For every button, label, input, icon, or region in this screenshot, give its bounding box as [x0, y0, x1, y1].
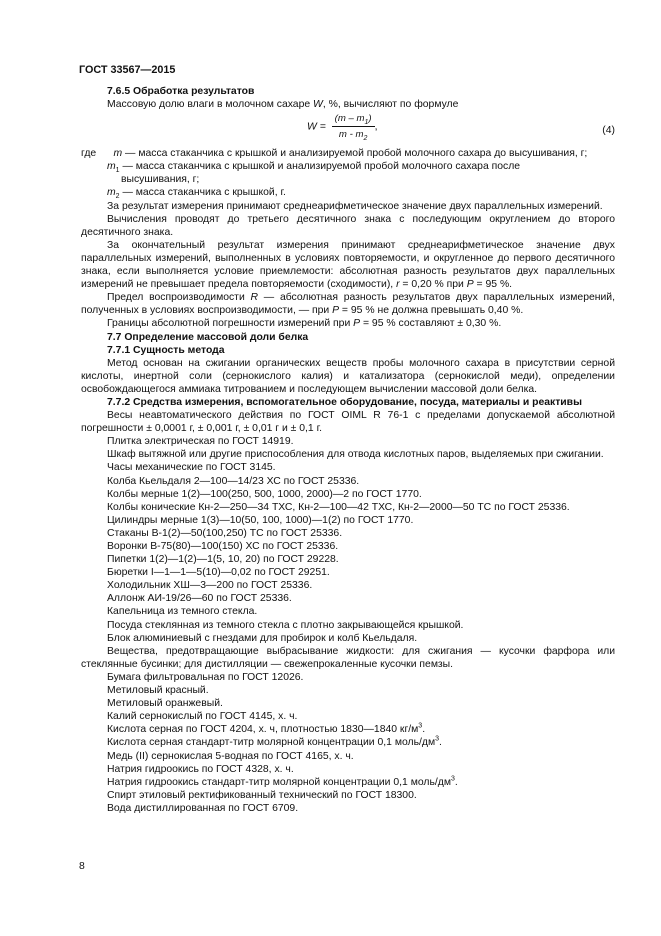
document-header: ГОСТ 33567—2015 — [79, 64, 176, 76]
paragraph-calculation: Вычисления проводят до третьего десятичного знака с последующим округлением до второго десятичного знака. — [81, 213, 615, 238]
list-item-naoh-standard: Натрия гидроокись стандарт-титр молярной концентрации 0,1 моль/$дм^3$. — [107, 775, 458, 788]
definition-m2: $m_2$ — масса стаканчика с крышкой, г. — [107, 187, 286, 201]
list-item: Метиловый оранжевый. — [107, 698, 223, 710]
list-item: Вода дистиллированная по ГОСТ 6709. — [107, 802, 299, 814]
list-item: Вещества, предотвращающие выбрасывание жидкости: для сжигания — кусочки фарфора или стеклянные бусинки; для дистилляции — свежепрокаленные кусочки пемзы. — [81, 645, 615, 670]
section-heading-7-7-1: 7.7.1 Сущность метода — [107, 344, 225, 356]
list-item: Цилиндры мерные 1(3)—10(50, 100, 1000)—1(2) по ГОСТ 1770. — [107, 514, 414, 526]
section-heading-7-6-5: 7.6.5 Обработка результатов — [107, 86, 255, 97]
formula-4 — [81, 111, 615, 147]
list-item: Стаканы В-1(2)—50(100,250) ТС по ГОСТ 25336. — [107, 527, 343, 539]
list-item: Бумага фильтровальная по ГОСТ 12026. — [107, 671, 304, 683]
list-item: Калий сернокислый по ГОСТ 4145, х. ч. — [107, 711, 298, 723]
definition-m: где m — масса стаканчика с крышкой и анализируемой пробой молочного сахара до высушивания, г; — [81, 148, 588, 160]
list-item: Весы неавтоматического действия по ГОСТ OIML R 76-1 с пределами допускаемой абсолютной погрешности ± 0,0001 г, ± 0,001 г, ± 0,01 г и ± 0,1 г. — [81, 410, 615, 435]
page-number: 8 — [79, 861, 85, 872]
paragraph-reproducibility: Предел воспроизводимости R — абсолютная разность результатов двух параллельных измерений, полученных в условиях воспроизводимости, — при P = 95 % не должна превышать 0,40 %. — [81, 292, 615, 317]
formula-expression: W = $\frac{(m - m_1)}{m - m_2}$ , — [307, 113, 378, 143]
paragraph-error-bounds: Границы абсолютной погрешности измерений при P = 95 % составляют ± 0,30 %. — [107, 318, 502, 330]
section-heading-7-7-2: 7.7.2 Средства измерения, вспомогательное оборудование, посуда, материалы и реактивы — [107, 396, 582, 408]
formula-number: (4) — [602, 125, 615, 137]
list-item: Плитка электрическая по ГОСТ 14919. — [107, 436, 294, 448]
paragraph-method: Метод основан на сжигании органических веществ пробы молочного сахара в присутствии серной кислоты, инертной соли (сернокислого калия) и катализатора (сернокислой меди), определении освобождающегося аммиака титрованием и последующем вычислении массовой доли белка. — [81, 357, 615, 395]
list-item: Посуда стеклянная из темного стекла с плотно закрывающейся крышкой. — [107, 619, 464, 631]
list-item: Пипетки 1(2)—1(2)—1(5, 10, 20) по ГОСТ 29228. — [107, 554, 339, 566]
formula-intro: Массовую долю влаги в молочном сахаре W, %, вычисляют по формуле — [107, 99, 459, 111]
definition-m1-cont: высушивания, г; — [121, 174, 200, 186]
list-item-sulfuric-acid-standard: Кислота серная стандарт-титр молярной концентрации 0,1 моль/$дм^3$. — [107, 735, 442, 749]
paragraph-result: За результат измерения принимают среднеарифметическое значение двух параллельных измерений. — [107, 200, 603, 212]
list-item: Колбы конические Кн-2—250—34 ТХС, Кн-2—100—42 ТХС, Кн-2—2000—50 ТС по ГОСТ 25336. — [107, 501, 570, 513]
list-item: Спирт этиловый ректификованный технический по ГОСТ 18300. — [107, 789, 417, 801]
list-item: Воронки В-75(80)—100(150) ХС по ГОСТ 25336. — [107, 541, 339, 552]
list-item: Аллонж АИ-19/26—60 по ГОСТ 25336. — [107, 593, 292, 605]
list-item-sulfuric-acid: Кислота серная по ГОСТ 4204, х. ч, плотностью 1830—1840 $кг/м^3$. — [107, 722, 426, 736]
list-item: Холодильник ХШ—3—200 по ГОСТ 25336. — [107, 580, 313, 592]
list-item: Часы механические по ГОСТ 3145. — [107, 462, 276, 474]
page-body — [81, 85, 615, 815]
definition-m1: $m_1$ — масса стаканчика с крышкой и анализируемой пробой молочного сахара после — [107, 161, 521, 175]
list-item: Медь (II) сернокислая 5-водная по ГОСТ 4165, х. ч. — [107, 750, 354, 762]
list-item: Колбы мерные 1(2)—100(250, 500, 1000, 2000)—2 по ГОСТ 1770. — [107, 488, 422, 500]
section-heading-7-7: 7.7 Определение массовой доли белка — [107, 331, 309, 343]
list-item: Блок алюминиевый с гнездами для пробирок и колб Кьельдаля. — [107, 632, 418, 644]
list-item: Бюретки I—1—1—5(10)—0,02 по ГОСТ 29251. — [107, 567, 330, 579]
list-item: Натрия гидроокись по ГОСТ 4328, х. ч. — [107, 763, 294, 775]
list-item: Капельница из темного стекла. — [107, 606, 258, 618]
list-item: Метиловый красный. — [107, 685, 209, 697]
list-item: Колба Кьельдаля 2—100—14/23 ХС по ГОСТ 25336. — [107, 475, 360, 487]
paragraph-final-result: За окончательный результат измерения принимают среднеарифметическое значение двух параллельных измерений, выполненных в условиях повторяемости, и округленное до первого десятичного знака, если выполняется условие приемлемости: абсолютная разность результатов двух параллельных измерений не превышает предела повторяемости (сходимости), r = 0,20 % при P = 95 %. — [81, 239, 615, 291]
list-item: Шкаф вытяжной или другие приспособления для отвода кислотных паров, выделяемых при сжигании. — [107, 449, 604, 461]
